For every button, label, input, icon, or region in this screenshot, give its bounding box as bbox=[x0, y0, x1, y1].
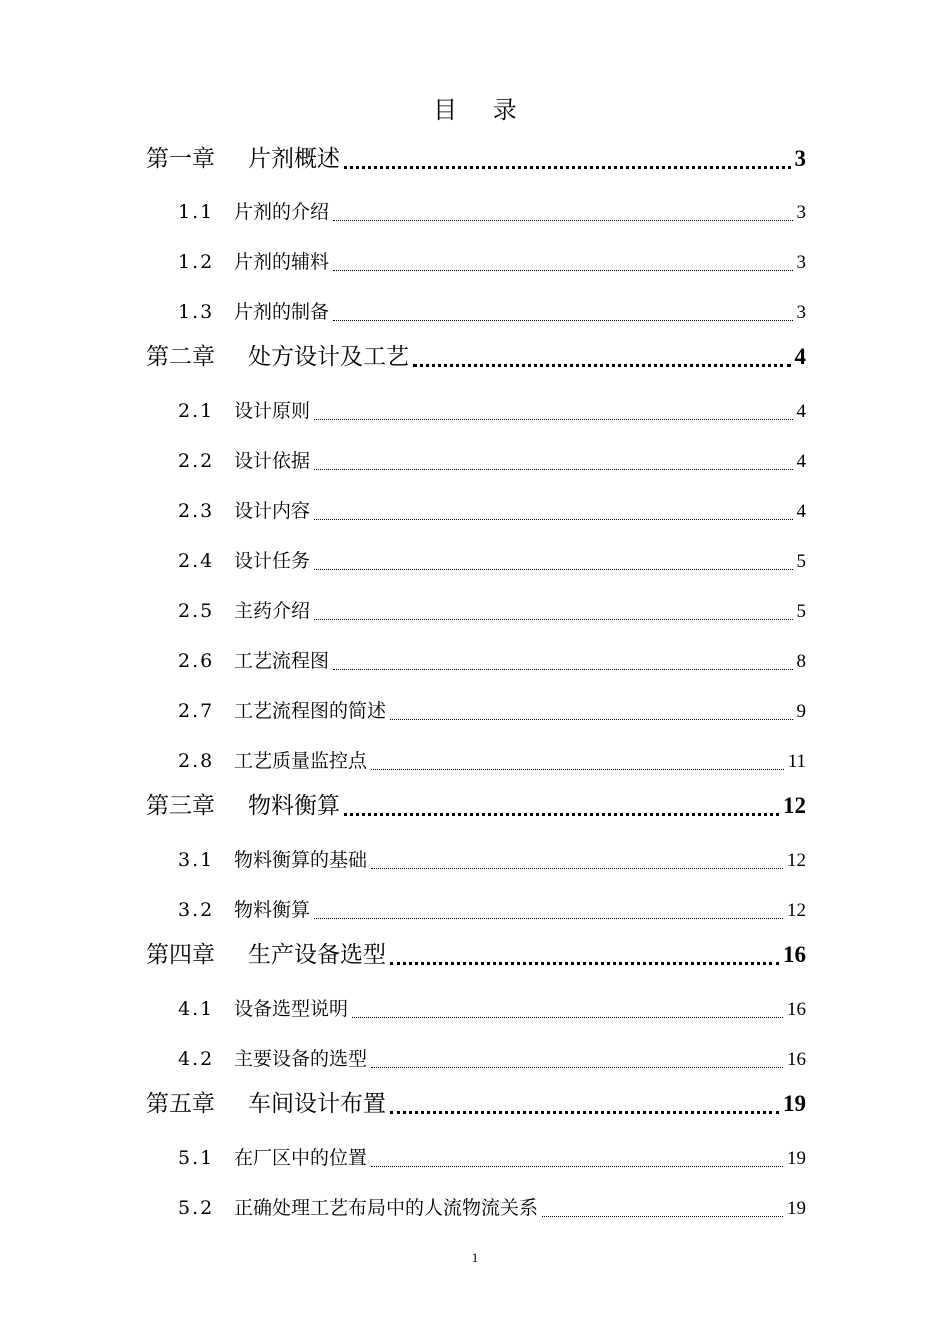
toc-chapter-entry[interactable] bbox=[146, 133, 806, 185]
chapter-number: 第三章 bbox=[146, 793, 215, 819]
chapter-title: 片剂概述 bbox=[248, 146, 340, 172]
section-title: 主要设备的选型 bbox=[234, 1048, 368, 1070]
section-number: 4.2 bbox=[178, 1048, 215, 1070]
page-reference: 5 bbox=[796, 551, 806, 572]
section-title: 在厂区中的位置 bbox=[234, 1147, 368, 1169]
page-reference: 12 bbox=[787, 900, 806, 921]
section-number: 2.4 bbox=[178, 550, 215, 572]
section-title: 物料衡算的基础 bbox=[234, 849, 368, 871]
section-title: 工艺质量监控点 bbox=[234, 750, 368, 772]
toc-section-entry[interactable] bbox=[178, 536, 806, 586]
section-number: 1.2 bbox=[178, 251, 215, 273]
section-number: 2.6 bbox=[178, 650, 215, 672]
dot-leader bbox=[333, 636, 792, 686]
chapter-title: 物料衡算 bbox=[248, 793, 340, 819]
dot-leader bbox=[333, 237, 792, 287]
section-title: 主药介绍 bbox=[234, 600, 311, 622]
page-reference: 16 bbox=[783, 942, 806, 967]
dot-leader bbox=[542, 1183, 783, 1233]
chapter-title: 车间设计布置 bbox=[248, 1091, 386, 1117]
section-title: 片剂的辅料 bbox=[234, 251, 330, 273]
toc-section-entry[interactable] bbox=[178, 835, 806, 885]
page-reference: 11 bbox=[787, 751, 806, 772]
chapter-number: 第四章 bbox=[146, 942, 215, 968]
page-reference: 9 bbox=[796, 701, 806, 722]
section-number: 2.7 bbox=[178, 700, 215, 722]
section-title: 设计内容 bbox=[234, 500, 311, 522]
page-reference: 4 bbox=[794, 344, 806, 369]
toc-section-entry[interactable] bbox=[178, 984, 806, 1034]
page-reference: 19 bbox=[787, 1198, 806, 1219]
section-title: 片剂的制备 bbox=[234, 301, 330, 323]
toc-section-entry[interactable] bbox=[178, 686, 806, 736]
dot-leader bbox=[390, 1078, 779, 1130]
page-reference: 4 bbox=[796, 451, 806, 472]
dot-leader bbox=[413, 331, 791, 383]
toc-section-entry[interactable] bbox=[178, 1133, 806, 1183]
chapter-title: 处方设计及工艺 bbox=[248, 344, 409, 370]
section-number: 2.1 bbox=[178, 400, 215, 422]
dot-leader bbox=[314, 386, 792, 436]
dot-leader bbox=[371, 835, 783, 885]
dot-leader bbox=[371, 1034, 783, 1084]
dot-leader bbox=[314, 436, 792, 486]
section-number: 3.2 bbox=[178, 899, 215, 921]
toc-section-entry[interactable] bbox=[178, 885, 806, 935]
page-reference: 16 bbox=[787, 1049, 806, 1070]
toc-title: 目 录 bbox=[433, 96, 531, 124]
dot-leader bbox=[344, 780, 779, 832]
chapter-number: 第五章 bbox=[146, 1091, 215, 1117]
toc-chapter-entry[interactable] bbox=[146, 1078, 806, 1130]
section-title: 设计任务 bbox=[234, 550, 311, 572]
section-number: 2.2 bbox=[178, 450, 215, 472]
toc-section-entry[interactable] bbox=[178, 436, 806, 486]
toc-section-entry[interactable] bbox=[178, 586, 806, 636]
toc-section-entry[interactable] bbox=[178, 1034, 806, 1084]
dot-leader bbox=[390, 929, 779, 981]
dot-leader bbox=[371, 736, 784, 786]
chapter-title: 生产设备选型 bbox=[248, 942, 386, 968]
dot-leader bbox=[352, 984, 783, 1034]
chapter-number: 第二章 bbox=[146, 344, 215, 370]
toc-section-entry[interactable] bbox=[178, 636, 806, 686]
section-number: 1.3 bbox=[178, 301, 215, 323]
dot-leader bbox=[333, 187, 792, 237]
section-number: 2.3 bbox=[178, 500, 215, 522]
section-number: 4.1 bbox=[178, 998, 215, 1020]
dot-leader bbox=[314, 586, 792, 636]
toc-section-entry[interactable] bbox=[178, 386, 806, 436]
section-number: 5.2 bbox=[178, 1197, 215, 1219]
toc-section-entry[interactable] bbox=[178, 486, 806, 536]
dot-leader bbox=[333, 287, 792, 337]
dot-leader bbox=[314, 486, 792, 536]
page-reference: 3 bbox=[796, 202, 806, 223]
page-reference: 5 bbox=[796, 601, 806, 622]
page-reference: 3 bbox=[796, 252, 806, 273]
section-title: 片剂的介绍 bbox=[234, 201, 330, 223]
toc-section-entry[interactable] bbox=[178, 287, 806, 337]
toc-chapter-entry[interactable] bbox=[146, 331, 806, 383]
page-reference: 4 bbox=[796, 501, 806, 522]
page-reference: 12 bbox=[783, 793, 806, 818]
toc-chapter-entry[interactable] bbox=[146, 929, 806, 981]
dot-leader bbox=[371, 1133, 783, 1183]
dot-leader bbox=[314, 536, 792, 586]
dot-leader bbox=[314, 885, 783, 935]
section-number: 2.8 bbox=[178, 750, 215, 772]
dot-leader bbox=[344, 133, 791, 185]
section-number: 3.1 bbox=[178, 849, 215, 871]
section-title: 工艺流程图的简述 bbox=[234, 700, 387, 722]
page-reference: 4 bbox=[796, 401, 806, 422]
toc-section-entry[interactable] bbox=[178, 237, 806, 287]
dot-leader bbox=[390, 686, 792, 736]
section-number: 1.1 bbox=[178, 201, 215, 223]
page-reference: 19 bbox=[783, 1091, 806, 1116]
toc-chapter-entry[interactable] bbox=[146, 780, 806, 832]
section-title: 物料衡算 bbox=[234, 899, 311, 921]
chapter-number: 第一章 bbox=[146, 146, 215, 172]
toc-section-entry[interactable] bbox=[178, 187, 806, 237]
page-reference: 16 bbox=[787, 999, 806, 1020]
page-reference: 8 bbox=[796, 651, 806, 672]
section-number: 5.1 bbox=[178, 1147, 215, 1169]
toc-section-entry[interactable] bbox=[178, 1183, 806, 1233]
page-reference: 3 bbox=[796, 302, 806, 323]
page-reference: 19 bbox=[787, 1148, 806, 1169]
toc-section-entry[interactable] bbox=[178, 736, 806, 786]
section-number: 2.5 bbox=[178, 600, 215, 622]
section-title: 工艺流程图 bbox=[234, 650, 330, 672]
page-reference: 3 bbox=[794, 146, 806, 171]
page-reference: 12 bbox=[787, 850, 806, 871]
section-title: 设备选型说明 bbox=[234, 998, 349, 1020]
page-number-footer: 1 bbox=[471, 1250, 479, 1265]
section-title: 正确处理工艺布局中的人流物流关系 bbox=[234, 1197, 539, 1219]
section-title: 设计依据 bbox=[234, 450, 311, 472]
section-title: 设计原则 bbox=[234, 400, 311, 422]
